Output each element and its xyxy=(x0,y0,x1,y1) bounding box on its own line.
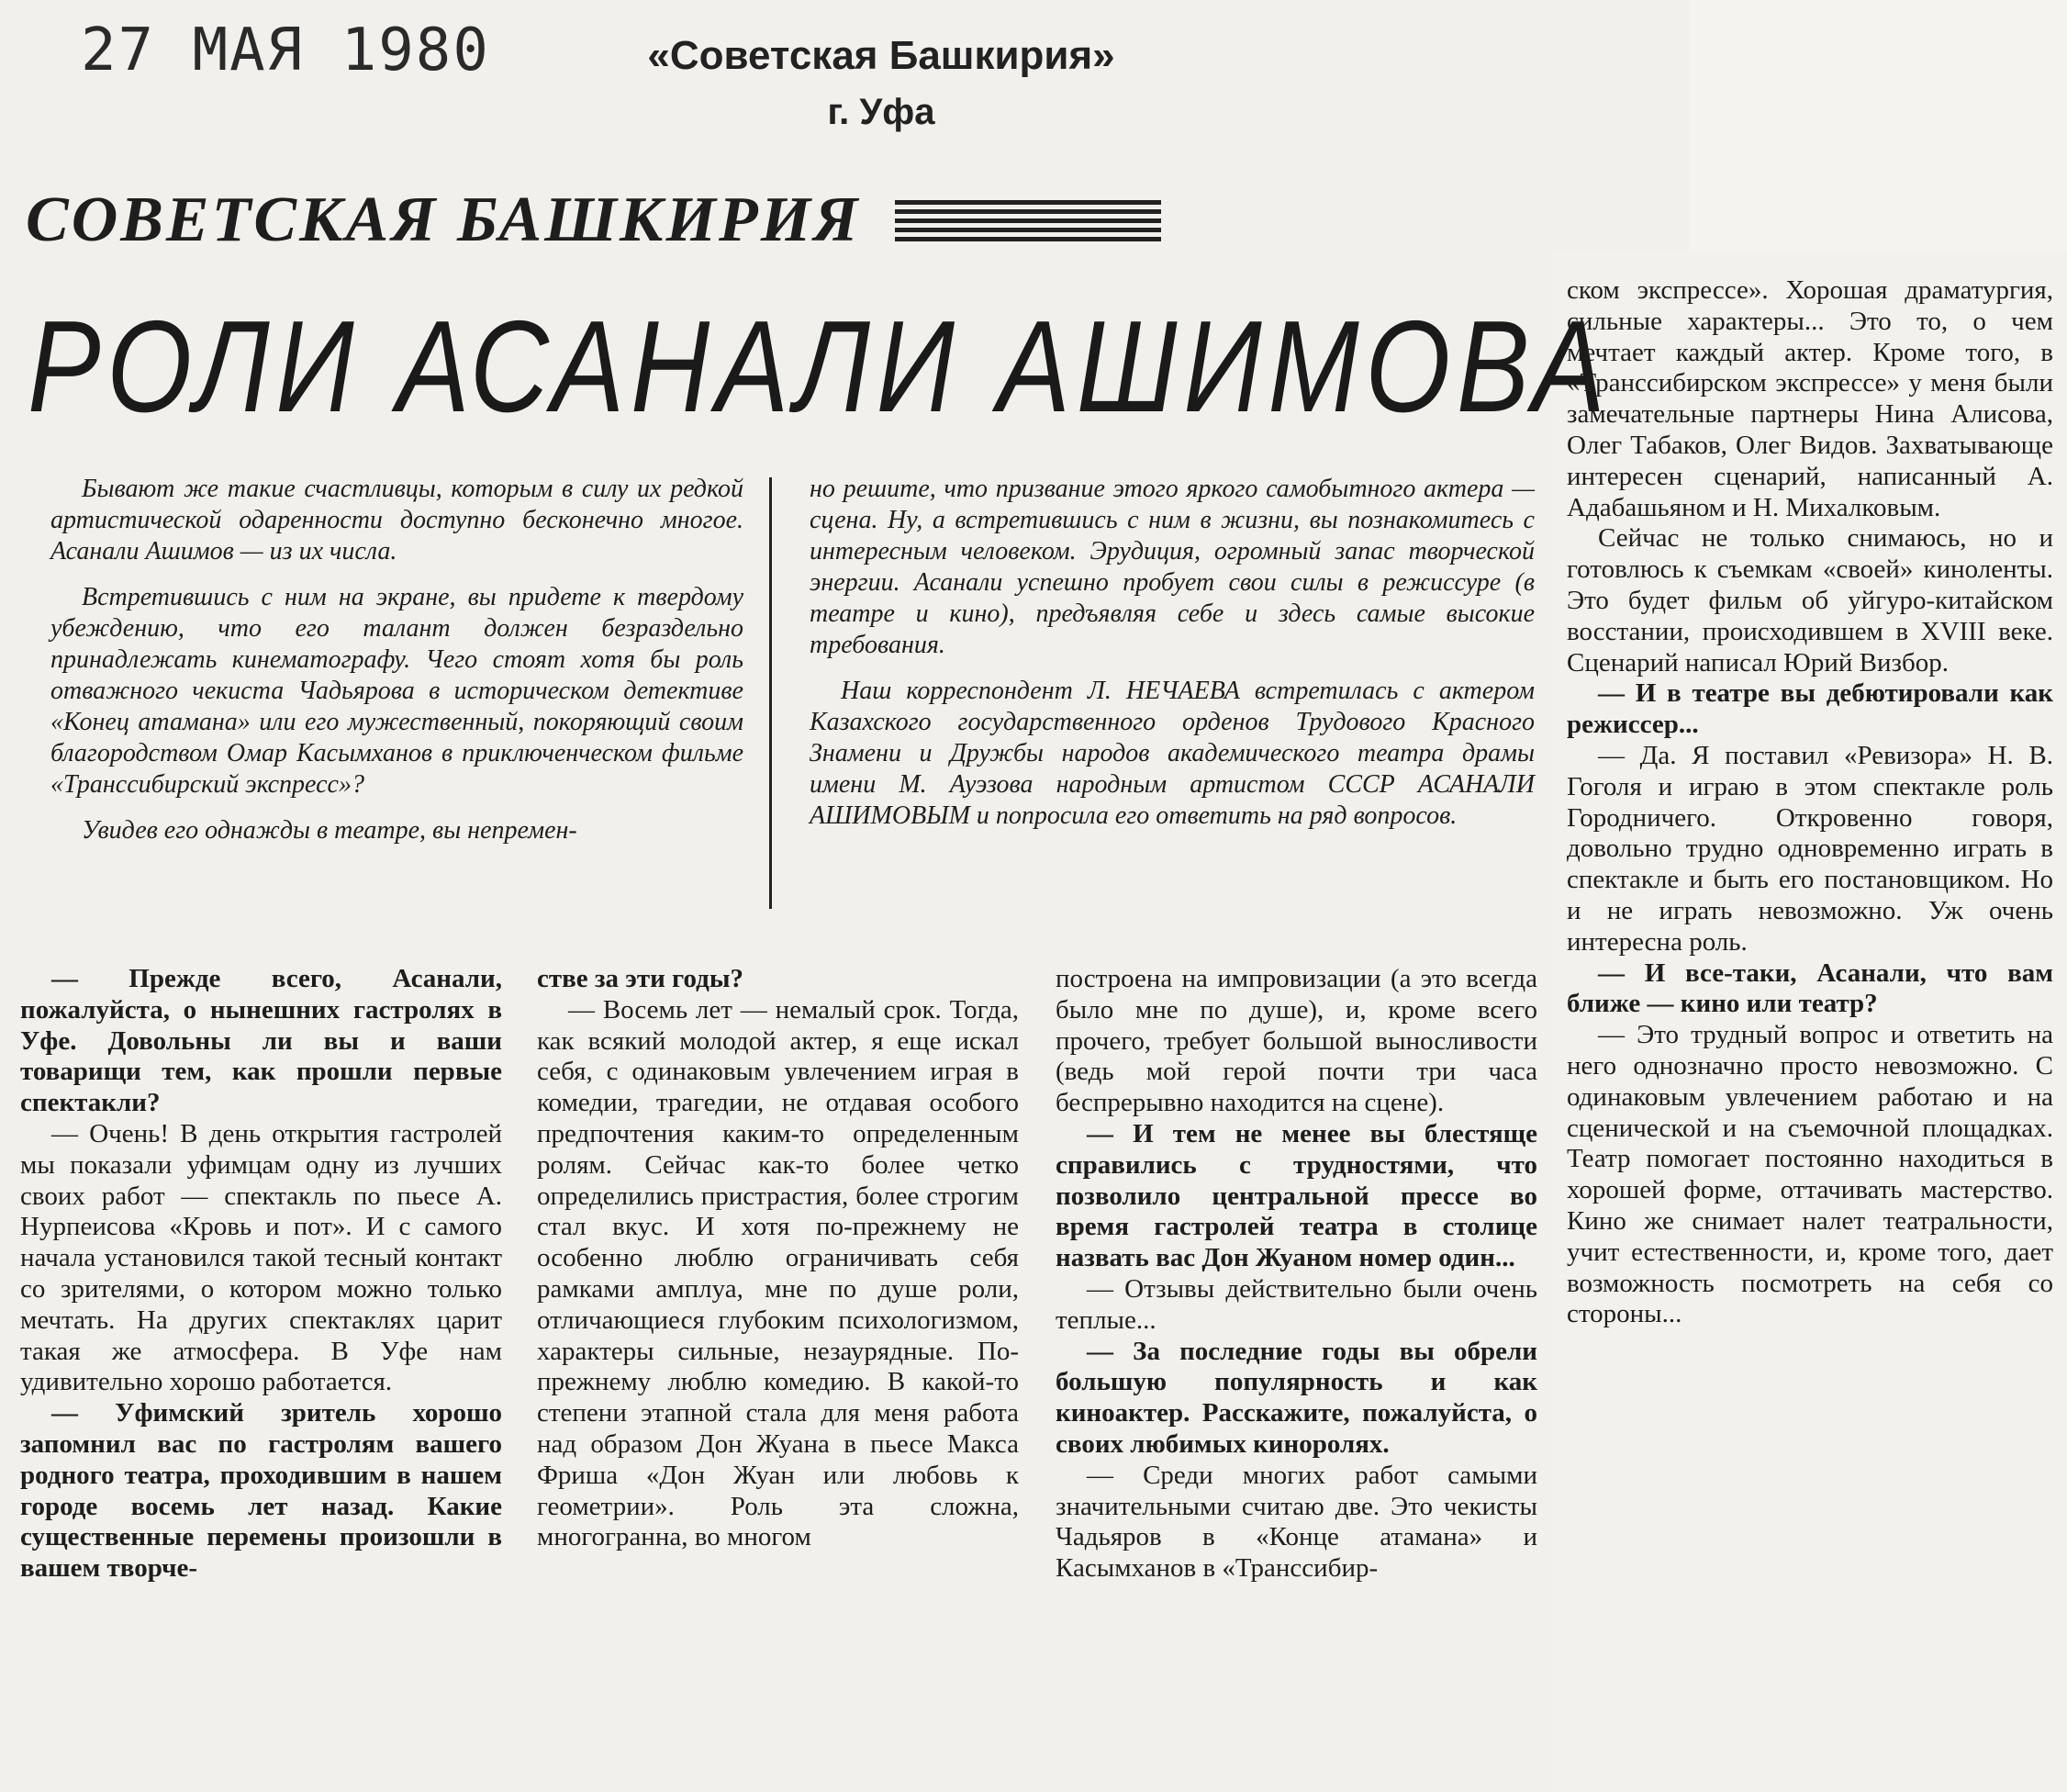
interview-question: — И тем не менее вы блестяще справились с трудностями, что позволило центральной прессе во время гастролей театра в столице назвать вас Дон Жуаном номер один... xyxy=(1056,1118,1537,1273)
newspaper-masthead: СОВЕТСКАЯ БАШКИРИЯ xyxy=(26,185,861,255)
lead-right xyxy=(810,474,1535,846)
interview-answer: — Да. Я поставил «Ревизора» Н. В. Гоголя и играю в этом спектакле роль Городничего. Откровенно говоря, довольно трудно одновременно играть в спектакле и быть его постановщиком. Но и не играть невозможно. Уж очень интересна роль. xyxy=(1567,740,2053,957)
masthead-rule-lines xyxy=(895,200,1161,244)
body-column-1 xyxy=(20,964,502,1585)
lead-paragraph: Наш корреспондент Л. НЕЧАЕВА встретилась с актером Казахского государственного орденов Трудового Красного Знамени и Дружбы народов академического театра драмы имени М. Ауэзова народным артистом СССР АСАНАЛИ АШИМОВЫМ и попросила его ответить на ряд вопросов. xyxy=(810,677,1535,830)
lead-paragraph: Встретившись с ним на экране, вы придете к твердому убеждению, что его талант должен безраздельно принадлежать кинематографу. Чего стоят хотя бы роль отважного чекиста Чадьярова в историческом детективе «Конец атамана» или его мужественный, покоряющий своим благородством Омар Касымханов в приключенческом фильме «Транссибирский экспресс»? xyxy=(50,583,743,799)
source-name: «Советская Башкирия» xyxy=(647,33,1115,78)
lead-paragraph: Бывают же такие счастливцы, которым в силу их редкой артистической одаренности доступно бесконечно многое. Асанали Ашимов — из их числа. xyxy=(50,475,743,566)
interview-answer: — Отзывы действительно были очень теплые... xyxy=(1056,1273,1537,1335)
article-title: РОЛИ АСАНАЛИ АШИМОВА xyxy=(28,294,1612,440)
source-city: г. Уфа xyxy=(827,92,935,132)
column-divider xyxy=(769,477,772,909)
lead-paragraph: но решите, что призвание этого яркого самобытного актера — сцена. Ну, а встретившись с ним в жизни, вы познакомитесь с интересным человеком. Эрудиция, огромный запас творческой энергии. Асанали успешно пробует свои силы в режиссуре (в театре и кино), предъявляя себе и здесь самые высокие требования. xyxy=(810,475,1535,659)
date-stamp: 27 МАЯ 1980 xyxy=(81,17,490,84)
interview-answer: — Среди многих работ самыми значительными считаю две. Это чекисты Чадьяров в «Конце атамана» и Касымханов в «Транссибир- xyxy=(1056,1460,1537,1584)
lead-paragraph: Увидев его однажды в театре, вы непремен- xyxy=(82,816,577,845)
lead-left xyxy=(50,474,743,861)
interview-answer: Сейчас не только снимаюсь, но и готовлюсь к съемкам «своей» киноленты. Это будет фильм об уйгуро-китайском восстании, происходившем в XVIII веке. Сценарий написал Юрий Визбор. xyxy=(1567,523,2053,678)
interview-question: стве за эти годы? xyxy=(537,964,743,993)
body-column-3 xyxy=(1056,964,1537,1585)
body-column-4 xyxy=(1567,275,2053,1330)
interview-answer: построена на импровизации (а это всегда было мне по душе), и, кроме всего прочего, требует большой выносливости (ведь мой герой почти три часа беспрерывно находится на сцене). xyxy=(1056,964,1537,1118)
interview-question: — И все-таки, Асанали, что вам ближе — кино или театр? xyxy=(1567,958,2053,1019)
body-column-2 xyxy=(537,964,1019,1553)
interview-answer: — Это трудный вопрос и ответить на него однозначно просто невозможно. С одинаковым увлечением работаю и на сценической и на съемочной площадках. Театр помогает постоянно находиться в хорошей форме, оттачивать мастерство. Кино же снимает налет театральности, учит естественности, и, кроме того, дает возможность посмотреть на себя со стороны... xyxy=(1567,1020,2053,1329)
interview-answer: — Восемь лет — немалый срок. Тогда, как всякий молодой актер, я еще искал себя, с одинаковым увлечением играя в комедии, трагедии, не отдавая особого предпочтения каким-то определенным ролям. Сейчас как-то более четко определились пристрастия, более строгим стал вкус. И хотя по-прежнему не особенно люблю ограничивать себя рамками амплуа, мне по душе роли, отличающиеся глубоким психологизмом, характеры сильные, незаурядные. По-прежнему люблю комедию. В какой-то степени этапной стала для меня работа над образом Дон Жуана в пьесе Макса Фриша «Дон Жуан или любовь к геометрии». Роль эта сложна, многогранна, во многом xyxy=(537,994,1019,1552)
interview-answer: ском экспрессе». Хорошая драматургия, сильные характеры... Это то, о чем мечтает каждый актер. Кроме того, в «Транссибирском экспрессе» у меня были замечательные партнеры Нина Алисова, Олег Табаков, Олег Видов. Захватывающе интересен сценарий, написанный А. Адабашьяном и Н. Михалковым. xyxy=(1567,275,2053,522)
interview-question: — Прежде всего, Асанали, пожалуйста, о нынешних гастролях в Уфе. Довольны ли вы и ваши товарищи тем, как прошли первые спектакли? xyxy=(20,964,502,1118)
interview-question: — И в театре вы дебютировали как режиссер... xyxy=(1567,678,2053,740)
interview-question: — Уфимский зритель хорошо запомнил вас по гастролям вашего родного театра, проходившим в нашем городе восемь лет назад. Какие существенные перемены произошли в вашем творче- xyxy=(20,1398,502,1584)
interview-question: — За последние годы вы обрели большую популярность и как киноактер. Расскажите, пожалуйста, о своих любимых киноролях. xyxy=(1056,1336,1537,1459)
interview-answer: — Очень! В день открытия гастролей мы показали уфимцам одну из лучших своих работ — спектакль по пьесе А. Нурпеисова «Кровь и пот». И с самого начала установился такой тесный контакт со зрителями, о котором можно только мечтать. На других спектаклях царит такая же атмосфера. В Уфе нам удивительно хорошо работается. xyxy=(20,1118,502,1397)
